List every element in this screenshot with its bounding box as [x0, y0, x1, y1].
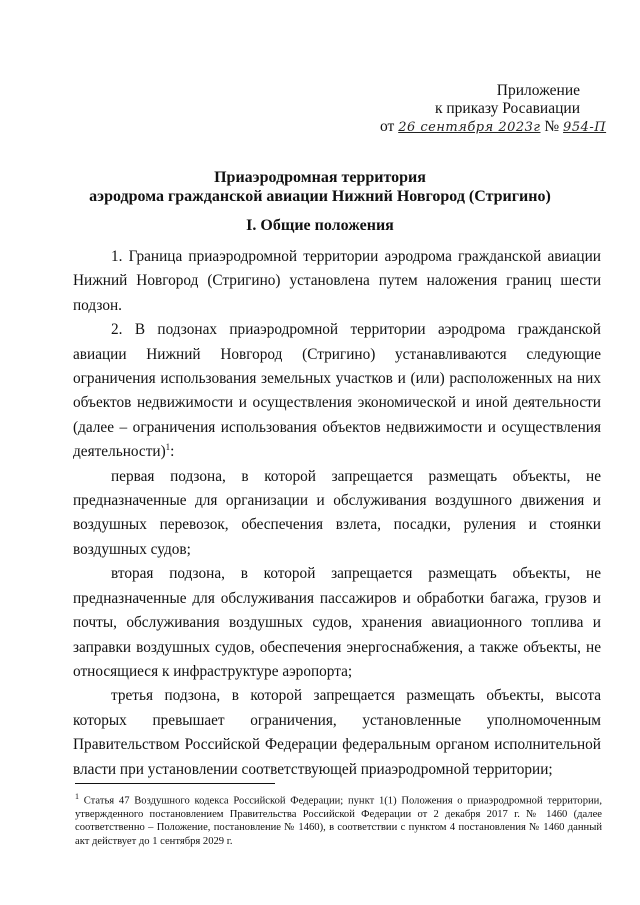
appendix-label: Приложение	[496, 82, 580, 99]
paragraph-subzone-3: третья подзона, в которой запрещается размещать объекты, высота которых превышает ограничения, установленные уполномоченным Правительством Российской Федерации федеральным органом исполнительной власти при установлении соответствующей приаэродромной территории;	[73, 687, 601, 778]
title-line-1: Приаэродромная территория	[214, 169, 426, 186]
appendix-block	[380, 82, 607, 137]
footnote-ref: 1	[165, 442, 171, 453]
title-line-2: аэродрома гражданской авиации Нижний Новгород (Стригино)	[89, 188, 551, 205]
section-heading: I. Общие положения	[246, 217, 394, 234]
paragraph-1: 1. Граница приаэродромной территории аэродрома гражданской авиации Нижний Новгород (Стригино) установлена путем наложения границ шести подзон.	[73, 248, 601, 314]
paragraph-2	[73, 318, 601, 464]
paragraph-2-text: 2. В подзонах приаэродромной территории аэродрома гражданской авиации Нижний Новгород (Стригино) устанавливаются следующие ограничения использования земельных участков и (или) расположенных на них объектов недвижимости и осуществления экономической и иной деятельности (далее – ограничения использования объектов недвижимости и осуществления деятельности)	[73, 321, 601, 461]
document-body	[73, 245, 601, 782]
footnote-divider	[75, 783, 275, 784]
footnote-text: Статья 47 Воздушного кодекса Российской Федерации; пункт 1(1) Положения о приаэродромной территории, утвержденного постановлением Правительства Российской Федерации от 2 декабря 2017 г. № 1460 (далее соответственно – Положение, постановление № 1460), в соответствии с пунктом 4 постановления № 1460 данный акт действует до 1 сентября 2029 г.	[75, 795, 602, 847]
handwritten-number: 954-П	[563, 120, 607, 135]
appendix-from-prefix: от	[380, 118, 395, 135]
paragraph-subzone-1: первая подзона, в которой запрещается размещать объекты, не предназначенные для организации и обслуживания воздушного движения и воздушных перевозок, обеспечения взлета, посадки, руления и стоянки воздушных судов;	[73, 467, 601, 558]
paragraph-2-end: :	[170, 443, 175, 461]
handwritten-date: 26 сентября 2023г	[398, 120, 541, 135]
appendix-date-number-line	[380, 118, 607, 137]
document-title	[60, 168, 580, 206]
footnote	[75, 790, 602, 848]
number-sign: №	[544, 118, 560, 135]
appendix-order-ref: к приказу Росавиации	[434, 100, 580, 117]
paragraph-subzone-2: вторая подзона, в которой запрещается размещать объекты, не предназначенные для обслуживания пассажиров и обработки багажа, грузов и почты, обслуживания воздушных судов, хранения авиационного топлива и заправки воздушных судов, обеспечения энергоснабжения, а также объекты, не относящиеся к инфраструктуре аэропорта;	[73, 565, 601, 680]
footnote-marker: 1	[75, 792, 79, 801]
